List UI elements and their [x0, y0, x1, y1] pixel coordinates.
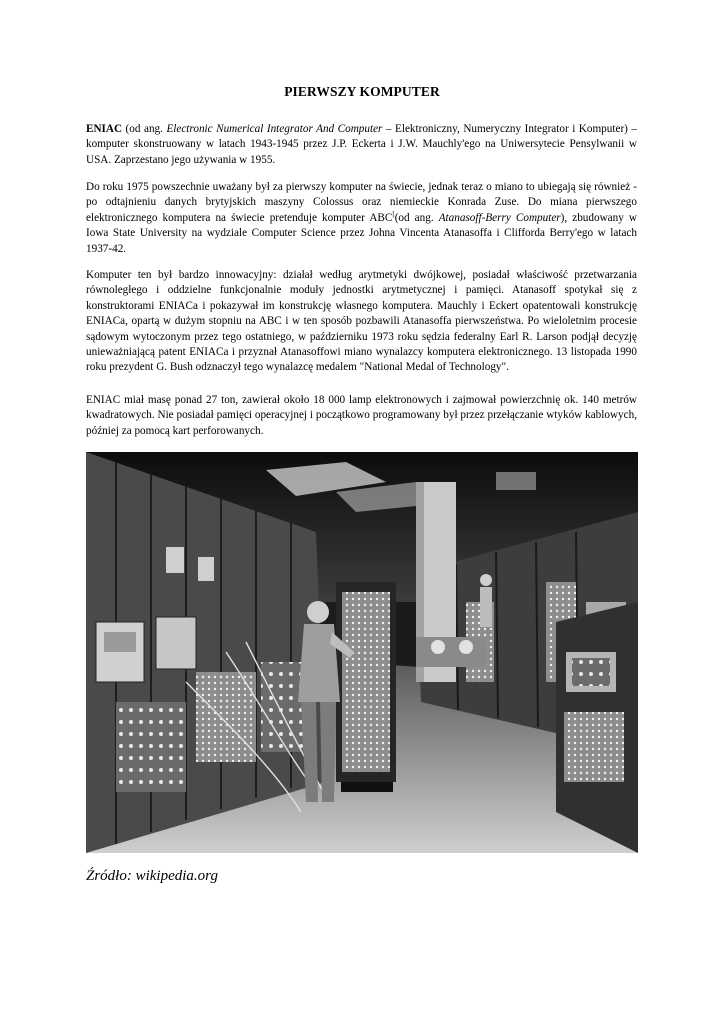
footnote-link[interactable]: [: [392, 209, 395, 218]
history-text-a: Do roku 1975 powszechnie uważany był za pierwszy komputer na świecie, jednak teraz o miano to ubiegają się również - po odtajnieniu danych brytyjskich maszyny Colossus oraz niemieckie Konrada Zuse. Do miana pierwszego elektronicznego komputera na świecie pretenduje komputer ABC: [86, 181, 637, 224]
source-caption: Źródło: wikipedia.org: [86, 868, 218, 884]
intro-text-b: – Elektroniczny, Numeryczny Integrator i Komputer) – komputer skonstruowany w latach 1943-1945 przez J.P. Eckerta i J.W. Mauchly'ego na Uniwersytecie Pensylwanii w USA. Zaprzestano jego używania w 1955.: [86, 123, 637, 166]
history-text-b: (od ang.: [394, 211, 439, 224]
eniac-photo: [86, 452, 638, 853]
page-title: PIERWSZY KOMPUTER: [284, 84, 440, 99]
intro-italic-expansion: Electronic Numerical Integrator And Computer: [166, 123, 383, 135]
paragraph-specs: ENIAC miał masę ponad 27 ton, zawierał około 18 000 lamp elektronowych i zajmował powierzchnię ok. 140 metrów kwadratowych. Nie posiadał pamięci operacyjnej i początkowo programowany był przez przełączanie wtyków kablowych, później za pomocą kart perforowanych.: [86, 394, 637, 437]
term-eniac: ENIAC: [86, 123, 123, 135]
paragraph-history: [86, 180, 637, 257]
history-italic-abc: Atanasoff-Berry Computer: [438, 211, 561, 224]
intro-text-a: (od ang.: [122, 123, 167, 135]
history-text-c: ), zbudowany w Iowa State University na wydziale Computer Science przez Johna Vincenta Atanasoffa i Clifforda Berry'ego w latach 1937-42.: [86, 211, 637, 255]
paragraph-innovation: Komputer ten był bardzo innowacyjny: działał według arytmetyki dwójkowej, posiadał właściwość przetwarzania równoległego i oddzielne funkcjonalnie moduły jednostki arytmetycznej i pamięci. Atanasoff spotykał się z konstruktorami ENIACa i pokazywał im konstrukcję własnego komputera. Mauchly i Eckert opatentowali konstrukcję ENIACa, opartą w dużym stopniu na ABC i w ten sposób pozbawili Atanasoffa pierwszeństwa. Po wieloletnim procesie sądowym wytoczonym przez tego ostatniego, w październiku 1973 roku sędzia federalny Earl R. Larson podjął decyzję unieważniającą patent ENIACa i przyznał Atanasoffowi miano wynalazcy komputera elektronicznego. 13 listopada 1990 roku prezydent G. Bush odznaczył tego wynalazcę medalem "National Medal of Technology".: [86, 269, 637, 374]
paragraph-intro: [86, 122, 637, 168]
